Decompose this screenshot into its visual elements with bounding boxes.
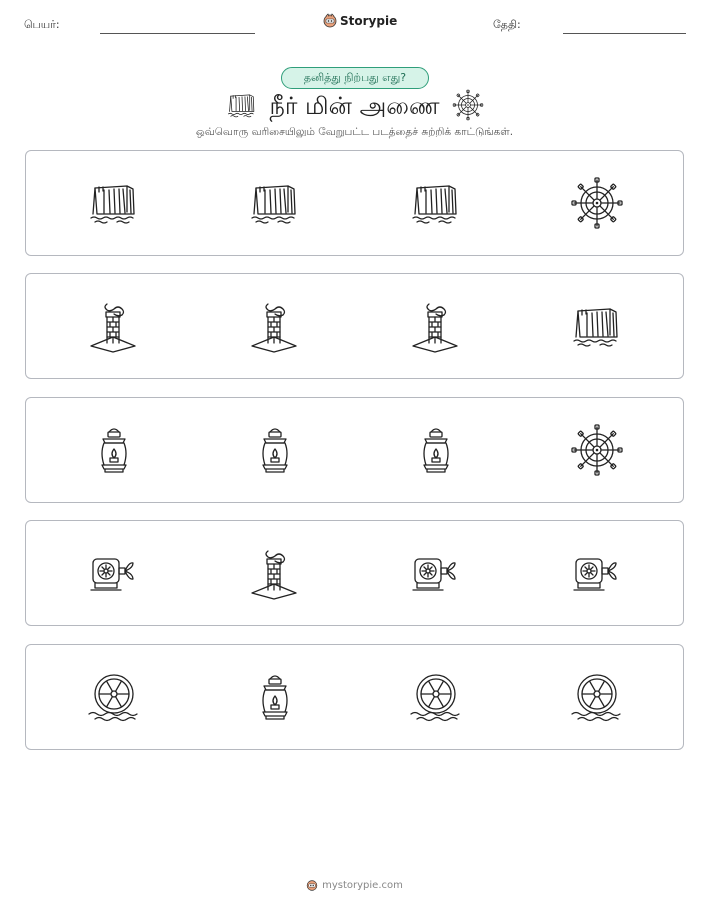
chimney-icon[interactable] xyxy=(87,299,141,353)
puzzle-row xyxy=(25,397,684,503)
lantern-icon[interactable] xyxy=(248,670,302,724)
puzzle-row xyxy=(25,644,684,750)
question-badge: தனித்து நிற்பது எது? xyxy=(281,67,429,89)
chimney-icon[interactable] xyxy=(409,299,463,353)
mascot-icon xyxy=(323,13,337,29)
dam-icon xyxy=(226,89,258,125)
instruction-text: ஒவ்வொரு வரிசையிலும் வேறுபட்ட படத்தைச் சுற்றிக் காட்டுங்கள். xyxy=(195,126,514,138)
chimney-icon[interactable] xyxy=(248,299,302,353)
puzzle-row xyxy=(25,273,684,379)
chimney-icon[interactable] xyxy=(248,546,302,600)
brand-logo xyxy=(323,13,397,29)
dam-icon[interactable] xyxy=(248,176,302,230)
puzzle-row xyxy=(25,520,684,626)
name-label: பெயர்: xyxy=(24,18,60,31)
lantern-icon[interactable] xyxy=(87,423,141,477)
ship-wheel-icon[interactable] xyxy=(570,176,624,230)
dam-icon[interactable] xyxy=(409,176,463,230)
date-label: தேதி: xyxy=(493,18,521,31)
water-wheel-icon[interactable] xyxy=(409,670,463,724)
turbine-generator-icon[interactable] xyxy=(409,546,463,600)
dam-icon[interactable] xyxy=(570,299,624,353)
dam-icon[interactable] xyxy=(87,176,141,230)
lantern-icon[interactable] xyxy=(409,423,463,477)
turbine-generator-icon[interactable] xyxy=(570,546,624,600)
footer xyxy=(0,879,709,892)
brand-name: Storypie xyxy=(340,14,398,28)
page-title: நீர் மின் அணை xyxy=(269,91,440,120)
water-wheel-icon[interactable] xyxy=(570,670,624,724)
name-field[interactable] xyxy=(100,33,255,34)
lantern-icon[interactable] xyxy=(248,423,302,477)
puzzle-row xyxy=(25,150,684,256)
water-wheel-icon[interactable] xyxy=(87,670,141,724)
date-field[interactable] xyxy=(563,33,686,34)
footer-site: mystorypie.com xyxy=(322,880,403,891)
ship-wheel-icon xyxy=(452,89,484,125)
turbine-generator-icon[interactable] xyxy=(87,546,141,600)
mascot-icon xyxy=(306,879,318,892)
ship-wheel-icon[interactable] xyxy=(570,423,624,477)
